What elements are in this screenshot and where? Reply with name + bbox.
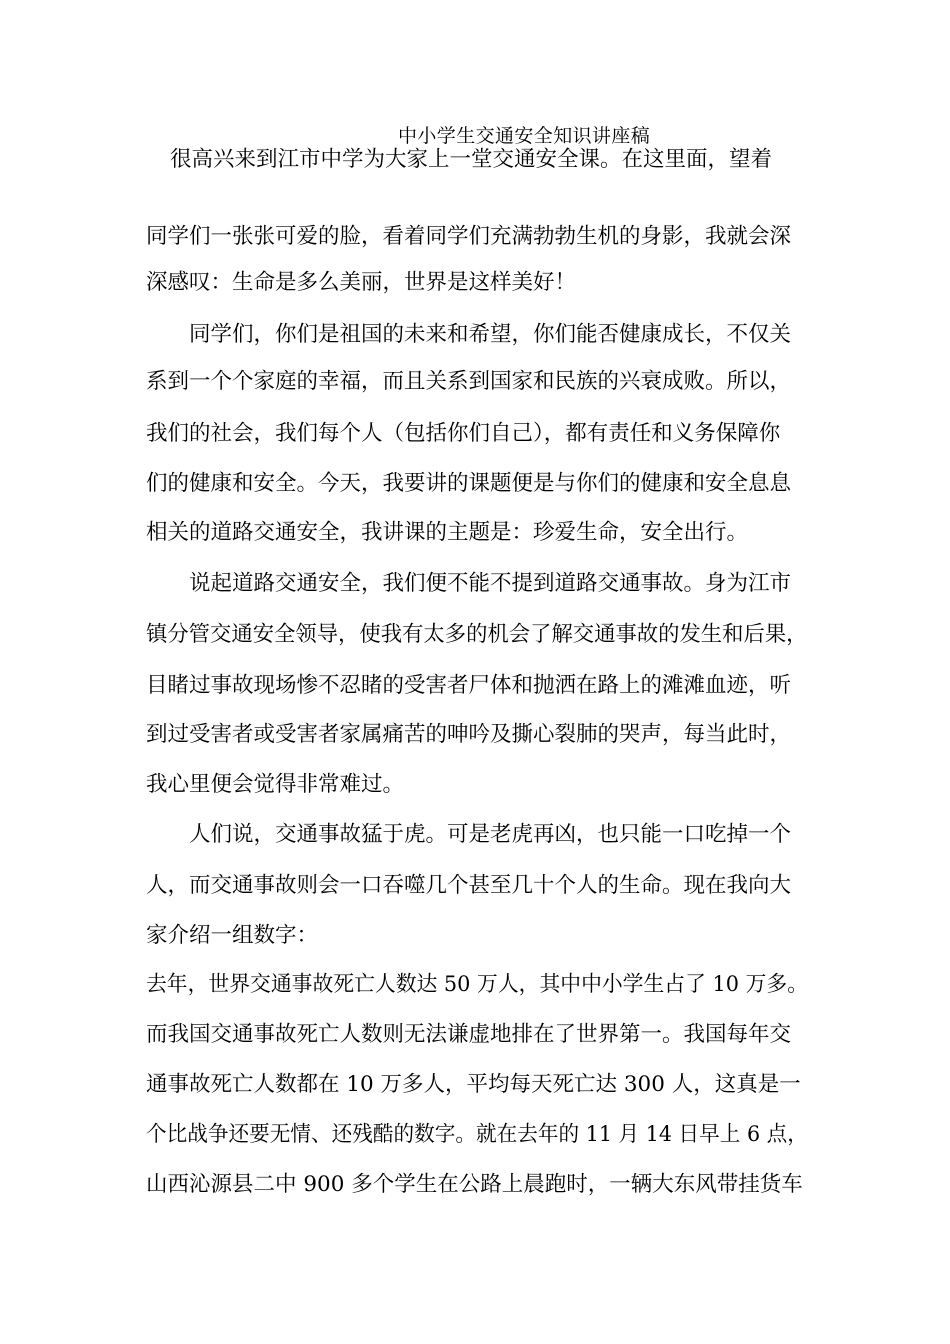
paragraph-line: 通事故死亡人数都在 10 万多人，平均每天死亡达 300 人，这真是一	[146, 1072, 801, 1097]
document-title: 中小学生交通安全知识讲座稿	[398, 125, 651, 147]
paragraph-line: 目睹过事故现场惨不忍睹的受害者尸体和抛洒在路上的滩滩血迹，听	[146, 673, 792, 698]
paragraph-line: 去年，世界交通事故死亡人数达 50 万人，其中中小学生占了 10 万多。	[146, 972, 809, 997]
paragraph-line: 很高兴来到江市中学为大家上一堂交通安全课。在这里面，望着	[170, 147, 773, 172]
paragraph-line: 我们的社会，我们每个人（包括你们自己），都有责任和义务保障你	[146, 421, 781, 446]
paragraph-line: 同学们，你们是祖国的未来和希望，你们能否健康成长，不仅关	[189, 322, 792, 347]
paragraph-line: 家介绍一组数字：	[146, 923, 319, 948]
paragraph-line: 山西沁源县二中 900 多个学生在公路上晨跑时，一辆大东风带挂货车	[146, 1172, 803, 1197]
paragraph-line: 人们说，交通事故猛于虎。可是老虎再凶，也只能一口吃掉一个	[189, 822, 792, 847]
paragraph-line: 镇分管交通安全领导，使我有太多的机会了解交通事故的发生和后果，	[146, 622, 808, 647]
paragraph-line: 同学们一张张可爱的脸，看着同学们充满勃勃生机的身影，我就会深	[146, 224, 792, 249]
paragraph-line: 而我国交通事故死亡人数则无法谦虚地排在了世界第一。我国每年交	[146, 1022, 792, 1047]
paragraph-line: 到过受害者或受害者家属痛苦的呻吟及撕心裂肺的哭声，每当此时，	[146, 722, 792, 747]
paragraph-line: 说起道路交通安全，我们便不能不提到道路交通事故。身为江市	[189, 571, 792, 596]
paragraph-line: 我心里便会觉得非常难过。	[146, 772, 405, 797]
paragraph-line: 们的健康和安全。今天，我要讲的课题便是与你们的健康和安全息息	[146, 471, 792, 496]
paragraph-line: 深感叹：生命是多么美丽，世界是这样美好！	[146, 270, 577, 295]
paragraph-line: 相关的道路交通安全，我讲课的主题是：珍爱生命，安全出行。	[146, 520, 749, 545]
paragraph-line: 个比战争还要无情、还残酷的数字。就在去年的 11 月 14 日早上 6 点，	[146, 1122, 808, 1147]
paragraph-line: 人，而交通事故则会一口吞噬几个甚至几十个人的生命。现在我向大	[146, 873, 792, 898]
paragraph-line: 系到一个个家庭的幸福，而且关系到国家和民族的兴衰成败。所以，	[146, 369, 792, 394]
